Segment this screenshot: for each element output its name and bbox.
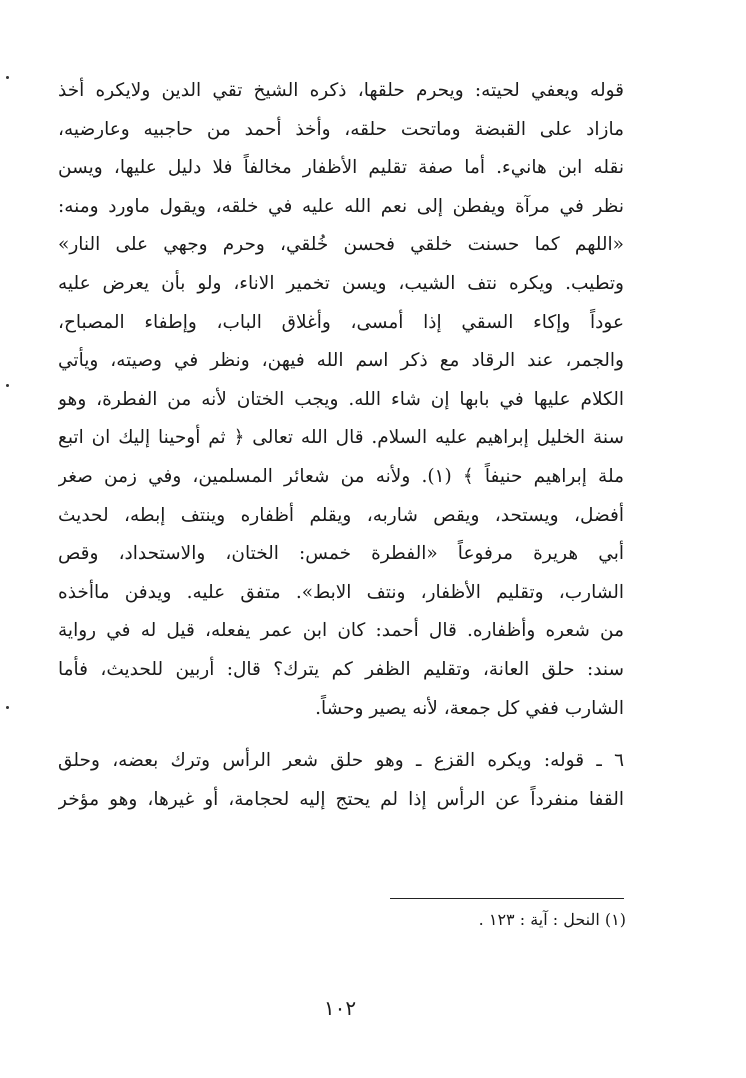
text-line: القفا منفرداً عن الرأس إذا لم يحتج إليه لحجامة، أو غيرها، وهو مؤخر [58, 788, 624, 810]
footnote-divider [390, 898, 624, 899]
text-line: نقله ابن هانيء. أما صفة تقليم الأظفار مخالفاً فلا دليل عليها، ويسن [58, 157, 624, 179]
text-line: «اللهم كما حسنت خلقي فحسن خُلقي، وحرم وجهي على النار» [58, 234, 624, 256]
text-line: الكلام عليها في بابها إن شاء الله. ويجب الختان لأنه من الفطرة، وهو [58, 388, 624, 410]
text-line: عوداً وإكاء السقي إذا أمسى، وأغلاق الباب، وإطفاء المصباح، [58, 311, 624, 333]
text-line: أبي هريرة مرفوعاً «الفطرة خمس: الختان، والاستحداد، وقص [58, 543, 624, 565]
text-line: ملة إبراهيم حنيفاً ﴾ (١). ولأنه من شعائر المسلمين، وفي زمن صغر [58, 465, 624, 487]
text-line: والجمر، عند الرقاد مع ذكر اسم الله فيهن، ونظر في وصيته، ويأتي [58, 350, 624, 372]
footnote: (١) النحل : آية : ١٢٣ . [478, 910, 626, 929]
text-line: وتطيب. ويكره نتف الشيب، ويسن تخمير الاناء، ولو بأن يعرض عليه [58, 272, 624, 294]
main-text [58, 72, 624, 819]
text-line: الشارب، وتقليم الأظفار، ونتف الابط». متفق عليه. ويدفن ماأخذه [58, 581, 624, 603]
margin-dot [6, 706, 9, 709]
page-number: ١٠٢ [323, 996, 357, 1020]
text-line: قوله ويعفي لحيته: ويحرم حلقها، ذكره الشيخ تقي الدين ولايكره أخذ [58, 80, 624, 101]
text-line: الشارب ففي كل جمعة، لأنه يصير وحشاً. [315, 697, 624, 719]
text-line: أفضل، ويستحد، ويقص شاربه، ويقلم أظفاره وينتف إبطه، لحديث [58, 504, 624, 526]
text-line: سنة الخليل إبراهيم عليه السلام. قال الله تعالى ﴿ ثم أوحينا إليك ان اتبع [58, 427, 624, 449]
text-line: سند: حلق العانة، وتقليم الظفر كم يترك؟ قال: أربين للحديث، فأما [58, 658, 624, 680]
margin-dot [6, 76, 9, 79]
margin-dot [6, 384, 9, 387]
text-line: نظر في مرآة ويفطن إلى نعم الله عليه في خلقه، ويقول ماورد ومنه: [58, 195, 624, 217]
text-line: مازاد على القبضة وماتحت حلقه، وأخذ أحمد من حاجبيه وعارضيه، [58, 118, 624, 140]
text-line: من شعره وأظفاره. قال أحمد: كان ابن عمر يفعله، قيل له في رواية [58, 620, 624, 642]
text-line: ٦ ـ قوله: ويكره القزع ـ وهو حلق شعر الرأس وترك بعضه، وحلق [58, 750, 624, 772]
